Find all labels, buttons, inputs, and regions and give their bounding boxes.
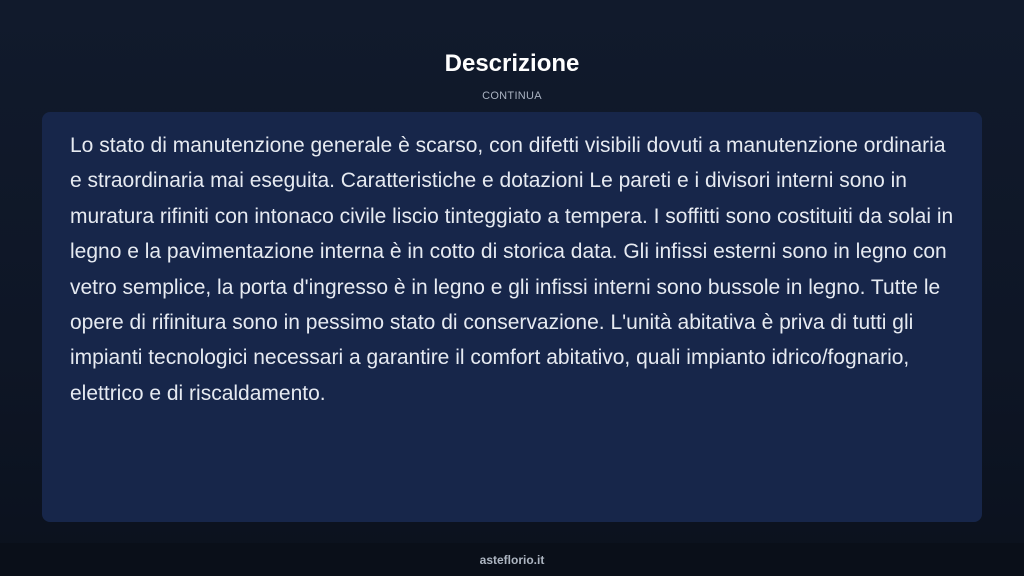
footer-bar <box>0 543 1024 576</box>
description-text: Lo stato di manutenzione generale è scarso, con difetti visibili dovuti a manutenzione ordinaria e straordinaria mai eseguita. Caratteristiche e dotazioni Le pareti e i divisori interni sono in muratura rifiniti con intonaco civile liscio tinteggiato a tempera. I soffitti sono costituiti da solai in legno e la pavimentazione interna è in cotto di storica data. Gli infissi esterni sono in legno con vetro semplice, la porta d'ingresso è in legno e gli infissi interni sono bussole in legno. Tutte le opere di rifinitura sono in pessimo stato di conservazione. L'unità abitativa è priva di tutti gli impianti tecnologici necessari a garantire il comfort abitativo, quali impianto idrico/fognario, elettrico e di riscaldamento. <box>70 134 954 405</box>
description-card <box>42 112 982 522</box>
footer-site-label: asteflorio.it <box>479 552 545 567</box>
page-title: Descrizione <box>444 50 580 77</box>
page-subtitle: CONTINUA <box>482 90 542 102</box>
